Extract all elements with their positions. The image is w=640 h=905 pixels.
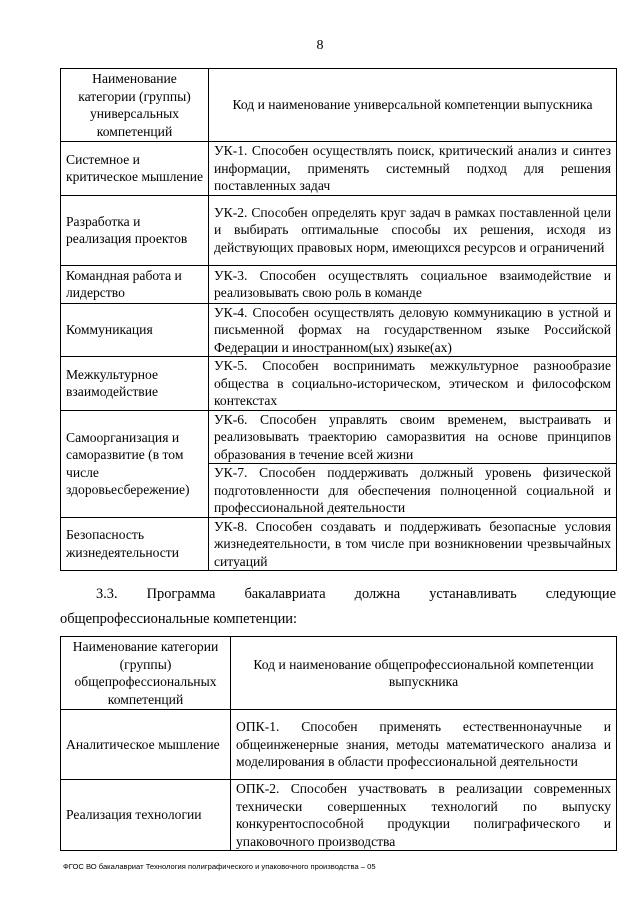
table-row [61, 357, 617, 411]
table-row [61, 303, 617, 357]
competence-cell: ОПК-2. Способен участвовать в реализации современных технически совершенных технологий по выпуску конкурентоспособной продукции полиграфического и упаковочного производства [231, 780, 617, 851]
paragraph-word: Программа [146, 586, 216, 602]
table-row [61, 265, 617, 303]
competence-cell: УК-3. Способен осуществлять социальное взаимодействие и реализовывать свою роль в команде [209, 265, 617, 303]
category-cell: Самоорганизация и саморазвитие (в том числе здоровьесбережение) [61, 410, 209, 517]
general-professional-competencies-table [60, 636, 617, 851]
table-row [61, 517, 617, 571]
table-row [61, 410, 617, 464]
table-row [61, 710, 617, 780]
competence-cell: УК-5. Способен воспринимать межкультурное разнообразие общества в социально-историческом, этическом и философском контекстах [209, 357, 617, 411]
category-cell: Аналитическое мышление [61, 710, 231, 780]
table-row [61, 195, 617, 265]
page-footer: ФГОС ВО бакалавриат Технология полиграфического и упаковочного производства – 05 [63, 862, 376, 871]
table-header-row [61, 637, 617, 710]
category-cell: Безопасность жизнедеятельности [61, 517, 209, 571]
competence-cell: ОПК-1. Способен применять естественнонаучные и общеинженерные знания, методы математического анализа и моделирования в области профессиональной деятельности [231, 710, 617, 780]
header-code: Код и наименование универсальной компетенции выпускника [209, 69, 617, 142]
header-code: Код и наименование общепрофессиональной компетенции выпускника [231, 637, 617, 710]
competence-cell: УК-7. Способен поддерживать должный уровень физической подготовленности для обеспечения полноценной социальной и профессиональной деятельности [209, 464, 617, 518]
paragraph-word: 3.3. [96, 586, 118, 602]
competence-cell: УК-6. Способен управлять своим временем, выстраивать и реализовывать траекторию саморазвития на основе принципов образования в течение всей жизни [209, 410, 617, 464]
competence-cell: УК-4. Способен осуществлять деловую коммуникацию в устной и письменной формах на государственном языке Российской Федерации и иностранном(ых) языке(ах) [209, 303, 617, 357]
paragraph-word: устанавливать [429, 586, 517, 602]
category-cell: Командная работа и лидерство [61, 265, 209, 303]
table-header-row [61, 69, 617, 142]
table-row [61, 780, 617, 851]
competence-cell: УК-8. Способен создавать и поддерживать безопасные условия жизнедеятельности, в том числе при возникновении чрезвычайных ситуаций [209, 517, 617, 571]
category-cell: Межкультурное взаимодействие [61, 357, 209, 411]
header-category: Наименование категории (группы) общепрофессиональных компетенций [61, 637, 231, 710]
category-cell: Системное и критическое мышление [61, 142, 209, 196]
universal-competencies-table [60, 68, 617, 571]
competence-cell: УК-2. Способен определять круг задач в рамках поставленной цели и выбирать оптимальные способы их решения, исходя из действующих правовых норм, имеющихся ресурсов и ограничений [209, 195, 617, 265]
paragraph-word: следующие [545, 586, 616, 602]
category-cell: Реализация технологии [61, 780, 231, 851]
table-row [61, 142, 617, 196]
section-paragraph-line1 [60, 586, 616, 603]
paragraph-word: бакалавриата [244, 586, 326, 602]
competence-cell: УК-1. Способен осуществлять поиск, критический анализ и синтез информации, применять системный подход для решения поставленных задач [209, 142, 617, 196]
page-number: 8 [316, 38, 324, 53]
category-cell: Разработка и реализация проектов [61, 195, 209, 265]
category-cell: Коммуникация [61, 303, 209, 357]
section-paragraph-line2: общепрофессиональные компетенции: [60, 611, 297, 627]
paragraph-word: должна [354, 586, 401, 602]
header-category: Наименование категории (группы) универсальных компетенций [61, 69, 209, 142]
